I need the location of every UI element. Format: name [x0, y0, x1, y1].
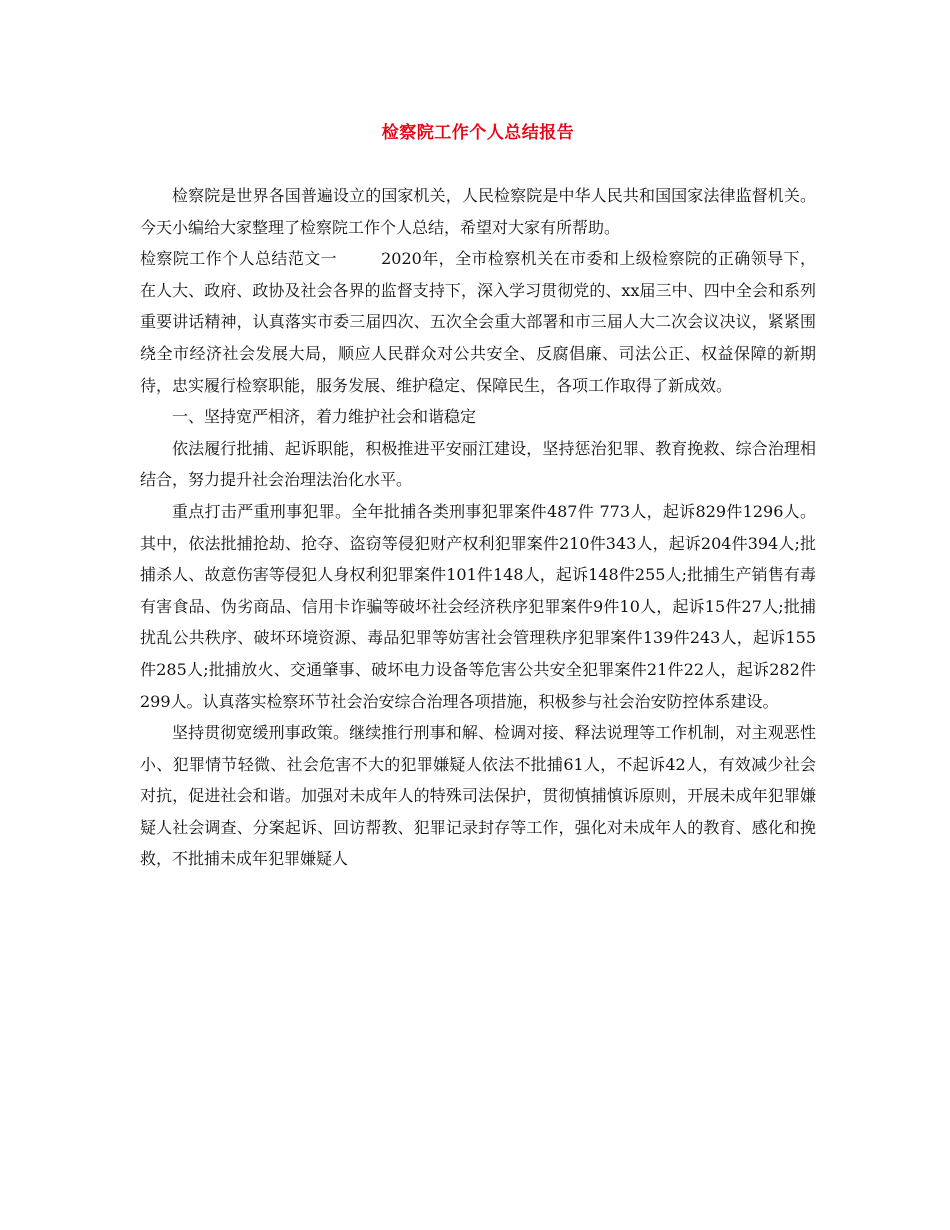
section-paragraph-3: 坚持贯彻宽缓刑事政策。继续推行刑事和解、检调对接、释法说理等工作机制，对主观恶性小、犯罪情节轻微、社会危害不大的犯罪嫌疑人依法不批捕61人，不起诉42人，有效减少社会对抗，促进社会和谐。加强对未成年人的特殊司法保护，贯彻慎捕慎诉原则，开展未成年犯罪嫌疑人社会调查、分案起诉、回访帮教、犯罪记录封存等工作，强化对未成年人的教育、感化和挽救，不批捕未成年犯罪嫌疑人: [140, 723, 816, 869]
intro-paragraph: 检察院是世界各国普遍设立的国家机关，人民检察院是中华人民共和国国家法律监督机关。今天小编给大家整理了检察院工作个人总结，希望对大家有所帮助。: [140, 186, 816, 237]
section-paragraph-1: 依法履行批捕、起诉职能，积极推进平安丽江建设，坚持惩治犯罪、教育挽救、综合治理相结合，努力提升社会治理法治化水平。: [140, 438, 816, 490]
document-title: 检察院工作个人总结报告: [381, 123, 575, 143]
document-page: [140, 118, 816, 875]
section-heading: 一、坚持宽严相济，着力维护社会和谐稳定: [172, 407, 477, 427]
sample-text: 2020年，全市检察机关在市委和上级检察院的正确领导下，在人大、政府、政协及社会各界的监督支持下，深入学习贯彻党的、xx届三中、四中全会和系列重要讲话精神，认真落实市委三届四次、五次全会重大部署和市三届人大二次会议决议，紧紧围绕全市经济社会发展大局，顺应人民群众对公共安全、反腐倡廉、司法公正、权益保障的新期待，忠实履行检察职能，服务发展、维护稳定、保障民生，各项工作取得了新成效。: [140, 249, 816, 395]
sample-label: 检察院工作个人总结范文一: [140, 249, 338, 269]
section-paragraph-2: 重点打击严重刑事犯罪。全年批捕各类刑事犯罪案件487件 773人，起诉829件1296人。其中，依法批捕抢劫、抢夺、盗窃等侵犯财产权利犯罪案件210件343人，起诉204件394人;批捕杀人、故意伤害等侵犯人身权利犯罪案件101件148人，起诉148件255人;批捕生产销售有毒有害食品、伪劣商品、信用卡诈骗等破坏社会经济秩序犯罪案件9件10人，起诉15件27人;批捕扰乱公共秩序、破坏环境资源、毒品犯罪等妨害社会管理秩序犯罪案件139件243人，起诉155件285人;批捕放火、交通肇事、破坏电力设备等危害公共安全犯罪案件21件22人，起诉282件299人。认真落实检察环节社会治安综合治理各项措施，积极参与社会治安防控体系建设。: [140, 501, 816, 711]
sample-paragraph: [140, 243, 816, 401]
